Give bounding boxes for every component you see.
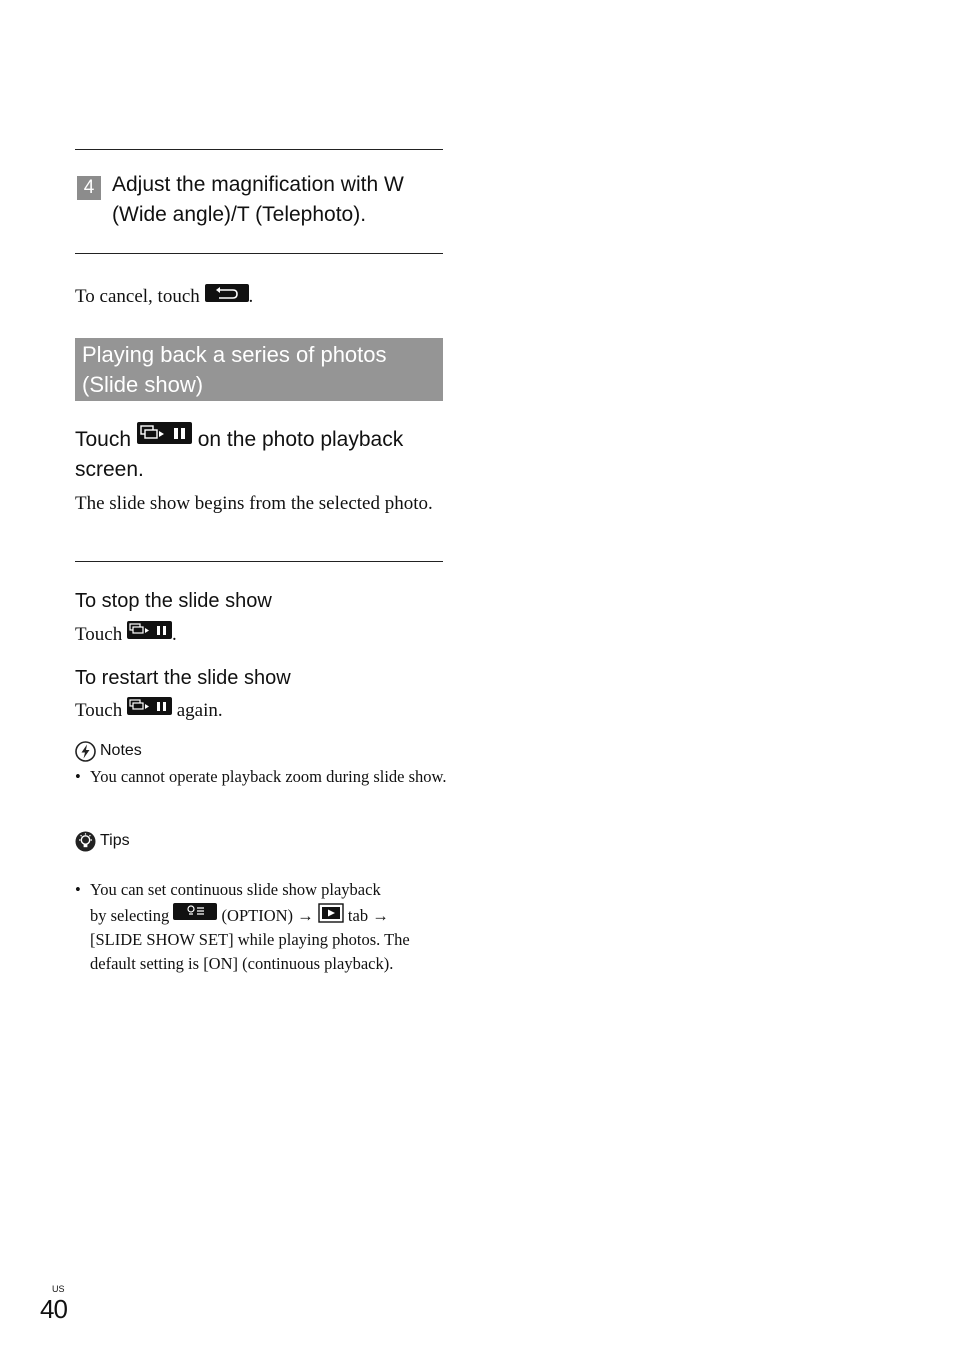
step-4 bbox=[75, 170, 443, 230]
option-icon bbox=[173, 903, 217, 920]
bullet-dot: • bbox=[75, 880, 81, 900]
playback-tab-icon bbox=[318, 903, 344, 923]
section-title: Playing back a series of photos (Slide show) bbox=[82, 342, 387, 397]
bullet-dot: • bbox=[75, 767, 81, 786]
notes-label: Notes bbox=[100, 742, 142, 759]
slideshow-pause-icon bbox=[127, 697, 172, 715]
top-rule bbox=[75, 149, 443, 150]
cancel-suffix: . bbox=[248, 286, 254, 307]
notes-item bbox=[75, 765, 458, 789]
section-header bbox=[75, 338, 443, 401]
tips-tab: tab bbox=[347, 905, 369, 925]
tips-line-3: [SLIDE SHOW SET] while playing photos. The bbox=[90, 929, 410, 949]
tips-heading bbox=[75, 830, 443, 852]
page-number: 40 bbox=[40, 1294, 67, 1324]
region-code: US bbox=[52, 1284, 65, 1294]
stop-prefix: Touch bbox=[75, 624, 123, 645]
step-number: 4 bbox=[77, 176, 101, 200]
stop-suffix: . bbox=[171, 624, 177, 645]
tips-item bbox=[75, 878, 458, 976]
slideshow-description: The slide show begins from the selected photo. bbox=[75, 493, 433, 514]
notes-item-text: You cannot operate playback zoom during slide show. bbox=[90, 767, 447, 786]
step-text: Adjust the magnification with W (Wide angle)/T (Telephoto). bbox=[112, 173, 404, 226]
restart-suffix: again. bbox=[176, 700, 223, 721]
cancel-prefix: To cancel, touch bbox=[75, 286, 200, 307]
arrow-icon: → bbox=[297, 905, 314, 925]
tips-icon bbox=[75, 831, 96, 852]
stop-heading: To stop the slide show bbox=[75, 590, 272, 612]
cancel-instruction bbox=[75, 283, 443, 311]
step-bottom-rule bbox=[75, 253, 443, 254]
section-rule bbox=[75, 561, 443, 562]
restart-heading: To restart the slide show bbox=[75, 667, 291, 689]
stop-instruction bbox=[75, 621, 443, 648]
tips-line-4: default setting is [ON] (continuous playback). bbox=[90, 954, 394, 974]
tips-line-1: You can set continuous slide show playback bbox=[90, 880, 381, 900]
instruction-suffix: on the photo playback screen. bbox=[75, 428, 404, 481]
restart-prefix: Touch bbox=[75, 700, 123, 721]
notes-heading bbox=[75, 740, 443, 762]
arrow-icon: → bbox=[372, 905, 389, 925]
notes-icon bbox=[75, 741, 96, 762]
instruction-heading bbox=[75, 422, 443, 485]
slideshow-pause-icon bbox=[137, 422, 192, 444]
tips-line-2 bbox=[90, 903, 458, 928]
slideshow-pause-icon bbox=[127, 621, 172, 639]
return-icon bbox=[205, 284, 249, 302]
tips-label: Tips bbox=[100, 832, 130, 849]
instruction-prefix: Touch bbox=[75, 428, 132, 451]
tips-by-selecting: by selecting bbox=[90, 905, 170, 925]
restart-instruction bbox=[75, 697, 443, 724]
tips-option: (OPTION) bbox=[221, 905, 294, 925]
